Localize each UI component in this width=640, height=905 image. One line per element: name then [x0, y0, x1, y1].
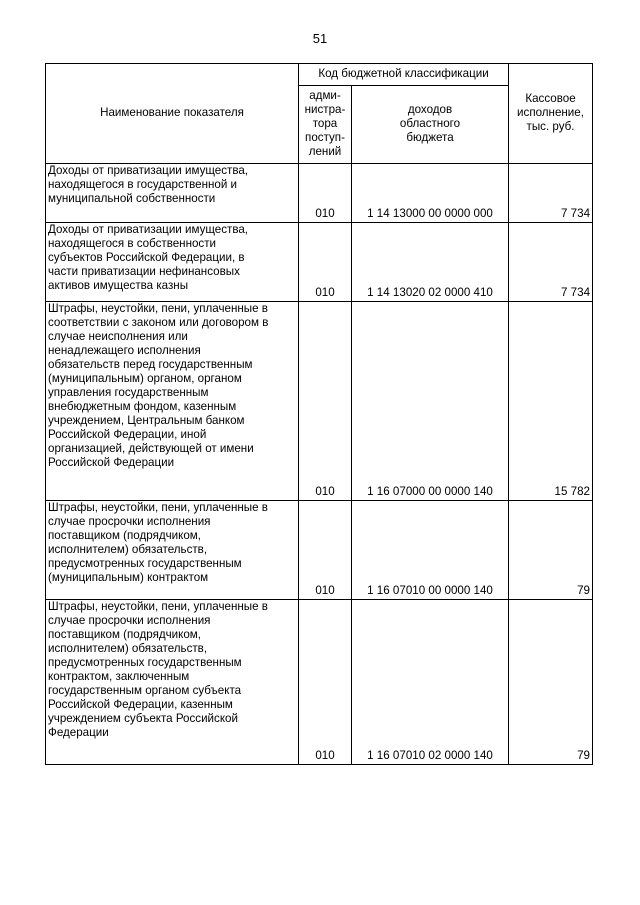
table-body — [46, 164, 593, 765]
indicator-name-cell — [46, 600, 299, 765]
admin-code-cell: 010 — [299, 223, 352, 302]
budget-income-code-cell: 1 16 07010 00 0000 140 — [352, 501, 509, 600]
indicator-name-text: Штрафы, неустойки, пени, уплаченные в случае просрочки исполнения поставщиком (подрядчиком, исполнителем) обязательств, предусмотренных государственным (муниципальным) контрактом — [48, 501, 268, 584]
cash-execution-cell: 15 782 — [509, 302, 593, 501]
header-cash-execution: Кассовое исполнение, тыс. руб. — [509, 64, 593, 164]
indicator-name-cell — [46, 223, 299, 302]
indicator-name-cell — [46, 302, 299, 501]
budget-income-code-cell: 1 14 13000 00 0000 000 — [352, 164, 509, 223]
cash-execution-cell: 7 734 — [509, 164, 593, 223]
admin-code-cell: 010 — [299, 302, 352, 501]
header-regional-budget-income: доходов областного бюджета — [352, 86, 509, 164]
budget-income-code-cell: 1 16 07000 00 0000 140 — [352, 302, 509, 501]
table-row — [46, 223, 593, 302]
header-budget-classification-code: Код бюджетной классификации — [299, 64, 509, 86]
header-revenue-administrator: адми- нистра- тора поступ- лений — [299, 86, 352, 164]
indicator-name-cell — [46, 164, 299, 223]
budget-income-code-cell: 1 16 07010 02 0000 140 — [352, 600, 509, 765]
header-indicator-name: Наименование показателя — [46, 64, 299, 164]
table-row — [46, 302, 593, 501]
header-row — [46, 64, 593, 86]
indicator-name-cell — [46, 501, 299, 600]
cash-execution-cell: 79 — [509, 501, 593, 600]
admin-code-cell: 010 — [299, 164, 352, 223]
table-row — [46, 600, 593, 765]
budget-table — [45, 63, 593, 765]
indicator-name-text: Штрафы, неустойки, пени, уплаченные в соответствии с законом или договором в случае неисполнения или ненадлежащего исполнения обязательств перед государственным (муниципальным) органом, органом управления государственным внебюджетным фондом, казенным учреждением, Центральным банком Российской Федерации, иной организацией, действующей от имени Российской Федерации — [48, 302, 269, 469]
page-number: 51 — [312, 31, 328, 46]
indicator-name-text: Доходы от приватизации имущества, находящегося в государственной и муниципальной собственности — [48, 164, 249, 205]
table-row — [46, 501, 593, 600]
indicator-name-text: Штрафы, неустойки, пени, уплаченные в случае просрочки исполнения поставщиком (подрядчиком, исполнителем) обязательств, предусмотренных государственным контрактом, заключенным государственным органом субъекта Российской Федерации, казенным учреждением субъекта Российской Федерации — [48, 600, 268, 739]
budget-income-code-cell: 1 14 13020 02 0000 410 — [352, 223, 509, 302]
admin-code-cell: 010 — [299, 600, 352, 765]
cash-execution-cell: 79 — [509, 600, 593, 765]
indicator-name-text: Доходы от приватизации имущества, находящегося в собственности субъектов Российской Федерации, в части приватизации нефинансовых активов имущества казны — [48, 223, 249, 292]
admin-code-cell: 010 — [299, 501, 352, 600]
cash-execution-cell: 7 734 — [509, 223, 593, 302]
table-row — [46, 164, 593, 223]
